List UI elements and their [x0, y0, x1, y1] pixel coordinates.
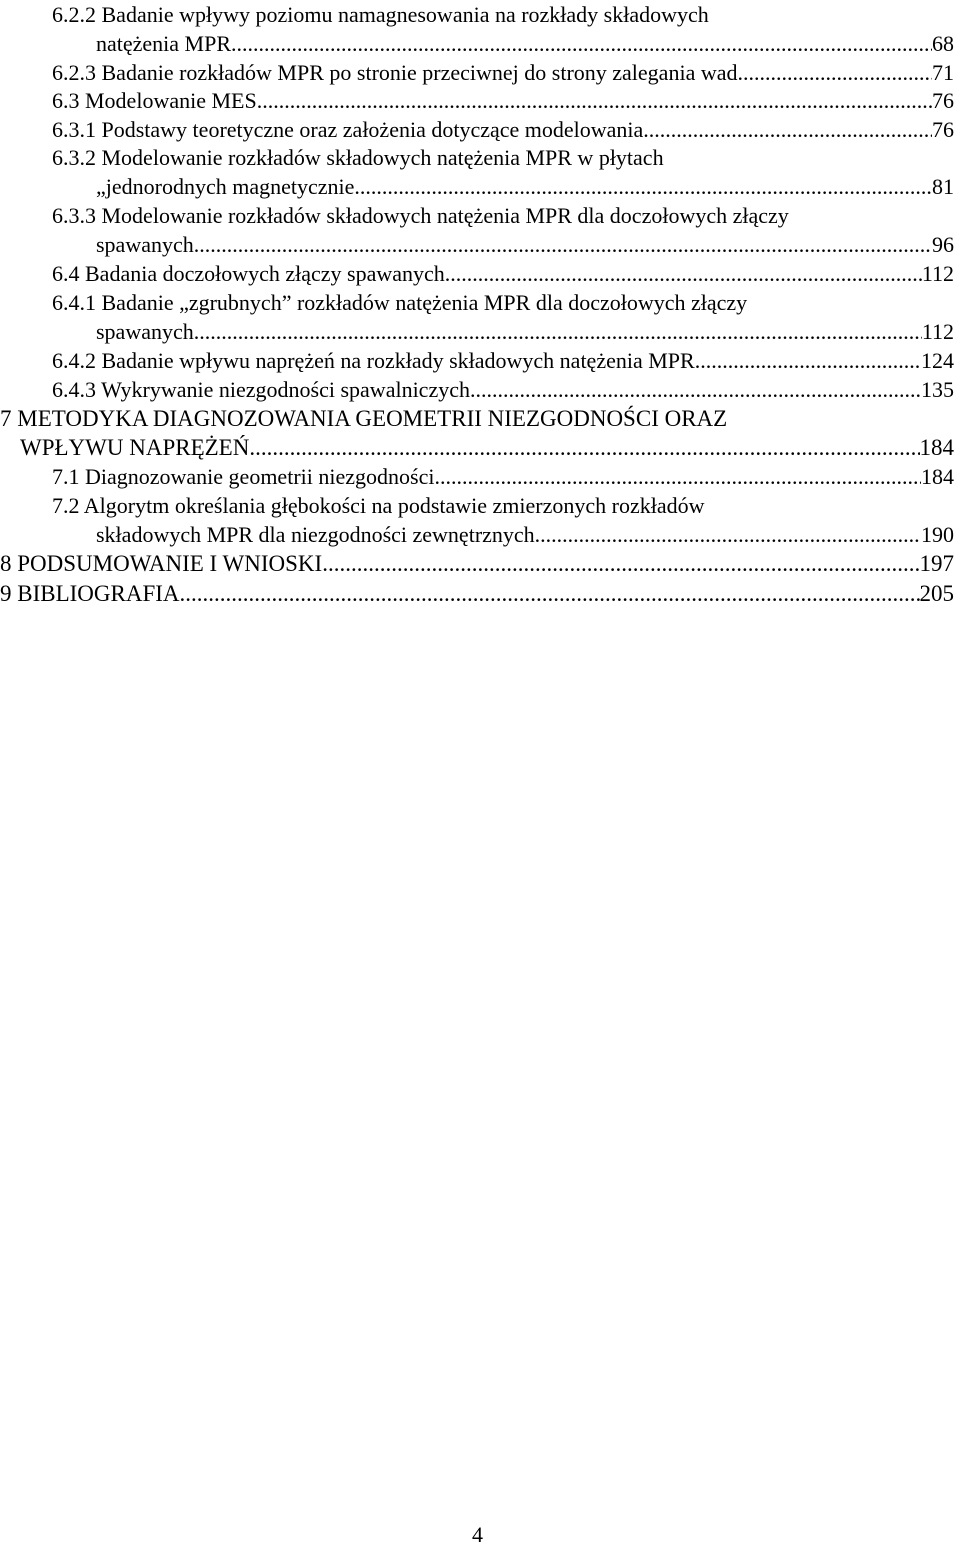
toc-entry-text: 6.4.2 Badanie wpływu naprężeń na rozkłady składowych natężenia MPR: [52, 348, 695, 373]
toc-entry-text: składowych MPR dla niezgodności zewnętrznych: [96, 522, 535, 547]
toc-entry: [52, 115, 954, 145]
toc-entry: [0, 579, 954, 609]
toc-entry: [52, 259, 954, 289]
toc-entry-text: spawanych: [96, 232, 194, 257]
toc-leader-dots: [445, 259, 922, 289]
toc-entry: [52, 462, 954, 492]
toc-entry-page: 184: [921, 464, 954, 489]
toc-leader-dots: [194, 230, 932, 260]
toc-leader-dots: [695, 346, 921, 376]
toc-entry: [52, 346, 954, 376]
toc-entry-page: 81: [932, 174, 954, 199]
toc-entry: [52, 0, 932, 30]
toc-entry-page: 112: [921, 261, 954, 286]
page-number: 4: [472, 1522, 483, 1547]
toc-leader-dots: [322, 549, 919, 579]
toc-entry-text: 6.3 Modelowanie MES: [52, 88, 257, 113]
toc-leader-dots: [737, 58, 932, 88]
toc-entry: [52, 86, 954, 116]
toc-entry-page: 76: [932, 88, 954, 113]
toc-entry-page: 205: [919, 581, 954, 606]
toc-entry: [20, 433, 954, 463]
toc-entry: [96, 317, 954, 347]
toc-entry-text: 6.4 Badania doczołowych złączy spawanych: [52, 261, 445, 286]
toc-leader-dots: [354, 172, 932, 202]
toc-entry: [52, 375, 954, 405]
toc-leader-dots: [194, 317, 922, 347]
toc-entry: [96, 29, 954, 59]
toc-entry: [52, 491, 932, 521]
toc-entry: [52, 58, 954, 88]
toc-entry-page: 68: [932, 31, 954, 56]
toc-entry-page: 76: [932, 117, 954, 142]
toc-entry: [52, 143, 932, 173]
toc-entry-text: 6.2.3 Badanie rozkładów MPR po stronie przeciwnej do strony zalegania wad: [52, 60, 738, 85]
toc-entry-page: 71: [932, 60, 954, 85]
toc-entry: [96, 172, 954, 202]
toc-entry-text: 6.4.1 Badanie „zgrubnych” rozkładów natężenia MPR dla doczołowych złączy: [52, 290, 748, 315]
toc-entry-page: 184: [919, 435, 954, 460]
toc-entry: [52, 201, 952, 231]
toc-leader-dots: [249, 433, 919, 463]
toc-entry: [96, 520, 954, 550]
toc-entry: [0, 549, 954, 579]
toc-entry-text: 7.1 Diagnozowanie geometrii niezgodności: [52, 464, 435, 489]
toc-entry-page: 96: [932, 232, 954, 257]
toc-entry-text: WPŁYWU NAPRĘŻEŃ: [20, 435, 250, 460]
toc-entry-text: 6.3.1 Podstawy teoretyczne oraz założenia dotyczące modelowania: [52, 117, 644, 142]
toc-entry-page: 135: [921, 377, 954, 402]
toc-entry-text: 6.3.3 Modelowanie rozkładów składowych natężenia MPR dla doczołowych złączy: [52, 203, 789, 228]
toc-leader-dots: [535, 520, 921, 550]
toc-entry-text: spawanych: [96, 319, 194, 344]
toc-leader-dots: [643, 115, 932, 145]
toc-entry-page: 124: [921, 348, 954, 373]
toc-entry-text: 6.3.2 Modelowanie rozkładów składowych natężenia MPR w płytach: [52, 145, 664, 170]
toc-leader-dots: [470, 375, 921, 405]
toc-leader-dots: [231, 29, 932, 59]
toc-entry-text: 7.2 Algorytm określania głębokości na podstawie zmierzonych rozkładów: [52, 493, 705, 518]
toc-entry-text: 6.2.2 Badanie wpływy poziomu namagnesowania na rozkłady składowych: [52, 2, 709, 27]
toc-entry-page: 112: [921, 319, 954, 344]
toc-leader-dots: [257, 86, 932, 116]
toc-entry-text: 9 BIBLIOGRAFIA: [0, 581, 180, 606]
toc-entry-text: „jednorodnych magnetycznie: [96, 174, 355, 199]
toc-entry-text: 6.4.3 Wykrywanie niezgodności spawalniczych: [52, 377, 470, 402]
toc-entry: [96, 230, 954, 260]
toc-entry-text: 7 METODYKA DIAGNOZOWANIA GEOMETRII NIEZGODNOŚCI ORAZ: [0, 406, 728, 431]
toc-entry-text: 8 PODSUMOWANIE I WNIOSKI: [0, 551, 323, 576]
toc-entry-page: 190: [921, 522, 954, 547]
toc-entry-page: 197: [919, 551, 954, 576]
toc-leader-dots: [180, 579, 920, 609]
toc-entry: [52, 288, 952, 318]
toc-entry: [0, 404, 920, 434]
toc-leader-dots: [434, 462, 921, 492]
toc-entry-text: natężenia MPR: [96, 31, 232, 56]
